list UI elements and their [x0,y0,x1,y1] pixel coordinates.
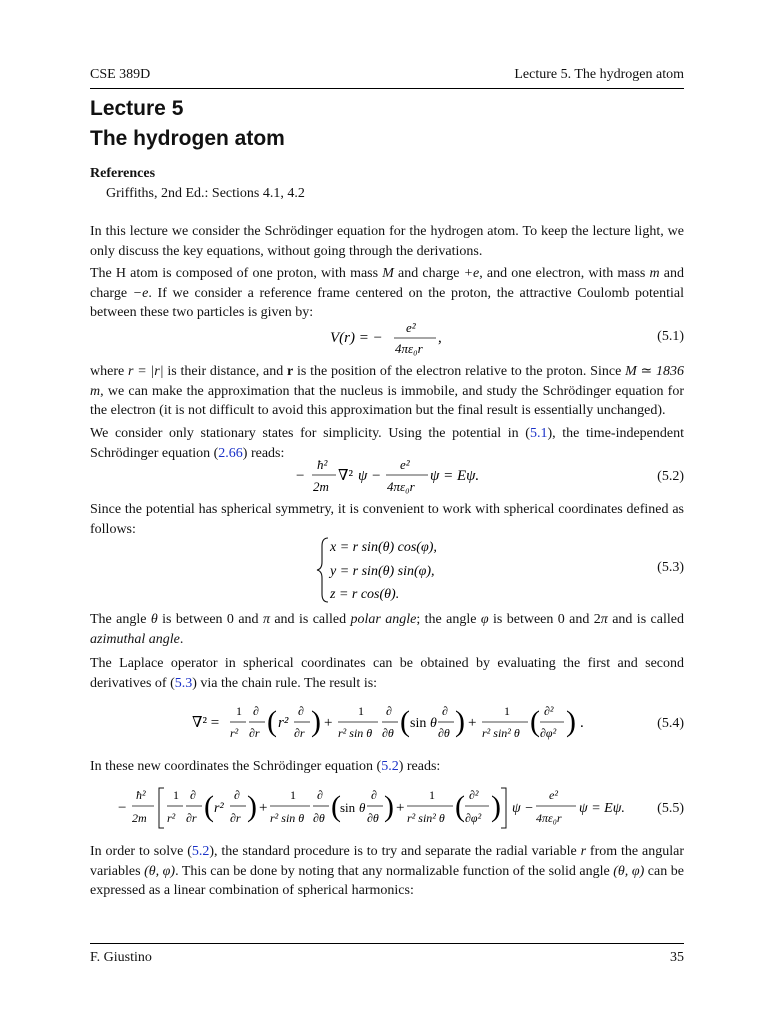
eq-ref-5-2[interactable]: 5.2 [381,759,399,774]
svg-text:∂²: ∂² [544,704,554,718]
running-header-course: CSE 389D [90,67,151,82]
svg-text:ψ −: ψ − [512,801,534,816]
svg-text:(: ( [530,705,540,738]
page-number: 35 [670,950,684,965]
svg-text:+: + [468,715,477,731]
svg-text:sin: sin [340,800,356,815]
svg-text:∂r: ∂r [186,811,197,825]
svg-text:): ) [311,705,321,738]
svg-text:(: ( [267,705,277,738]
svg-text:∂: ∂ [298,704,304,718]
svg-text:x = r sin(θ) cos(φ),: x = r sin(θ) cos(φ), [330,540,437,555]
svg-text:1: 1 [429,788,435,802]
equation-number-5-4: (5.4) [657,716,684,731]
paragraph-separation: In order to solve (5.2), the standard procedure is to try and separate the radial variable r from the angular variables (θ, φ). This can be done by noting that any normalizable function of the solid angle (θ, φ) can be expressed as a linear combination of spherical harmonics: [90,844,684,898]
svg-text:r²: r² [167,811,176,825]
svg-text:r²: r² [230,726,239,740]
svg-text:1: 1 [290,788,296,802]
svg-text:): ) [384,790,394,823]
references-body: Griffiths, 2nd Ed.: Sections 4.1, 4.2 [106,186,305,201]
svg-text:2m: 2m [132,811,147,825]
svg-text:+: + [396,800,405,816]
svg-text:,: , [438,330,442,346]
eq-ref-5-1[interactable]: 5.1 [529,426,548,441]
svg-text:e²: e² [406,320,416,335]
svg-text:(: ( [455,790,465,823]
svg-text:∂: ∂ [253,704,259,718]
svg-text:1: 1 [358,704,364,718]
svg-text:): ) [566,705,576,738]
paragraph-angles: The angle θ is between 0 and π and is called polar angle; the angle φ is between 0 and 2π and is called azimuthal angle. [90,612,684,647]
svg-text:4πε₀r: 4πε₀r [536,811,562,825]
equation-number-5-3: (5.3) [657,560,684,575]
svg-text:y = r sin(θ) sin(φ),: y = r sin(θ) sin(φ), [330,564,435,579]
svg-text:ψ −: ψ − [358,468,382,484]
svg-text:∂r: ∂r [230,811,241,825]
eq-ref-5-3[interactable]: 5.3 [174,675,193,691]
svg-text:ψ = Eψ.: ψ = Eψ. [579,801,625,816]
svg-text:∂: ∂ [386,704,392,718]
svg-text:r²: r² [278,715,289,731]
paragraph-stationary: We consider only stationary states for simplicity. Using the potential in (5.1), the time-independent Schrödinger equation (2.66) reads: [90,426,684,461]
eq-ref-5-2-second[interactable]: 5.2 [191,844,210,859]
lecture-number: Lecture 5 [90,97,184,120]
paragraph-spherical-intro: Since the potential has spherical symmetry, it is convenient to work with spherical coordinates defined as follows: [90,502,684,537]
svg-text:4πε₀r: 4πε₀r [395,341,423,356]
svg-text:r² sin θ: r² sin θ [338,726,373,740]
equation-number-5-5: (5.5) [657,801,684,816]
svg-text:e²: e² [549,788,558,802]
equation-5-4 [192,700,592,753]
svg-text:∂: ∂ [371,788,377,802]
paragraph-new-coordinates: In these new coordinates the Schrödinger equation (5.2) reads: [90,759,441,774]
svg-text:): ) [455,705,465,738]
svg-text:r² sin θ: r² sin θ [270,811,305,825]
svg-text:+: + [324,715,333,731]
svg-text:z = r cos(θ).: z = r cos(θ). [330,587,400,602]
svg-text:r² sin² θ: r² sin² θ [407,811,445,825]
references-heading: References [90,166,156,181]
running-header-title: Lecture 5. The hydrogen atom [514,67,684,82]
equation-number-5-2: (5.2) [657,469,684,484]
svg-text:∂²: ∂² [469,788,479,802]
svg-text:∇² =: ∇² = [192,715,220,731]
svg-text:∂: ∂ [190,788,196,802]
footer-rule [90,943,684,944]
svg-text:ħ²: ħ² [136,788,146,802]
footer-author: F. Giustino [90,950,152,965]
svg-text:+: + [259,800,268,816]
svg-text:(: ( [331,790,341,823]
equation-5-1 [330,318,470,363]
svg-text:ψ = Eψ.: ψ = Eψ. [430,468,480,484]
equation-5-2 [296,456,486,503]
svg-text:sin: sin [410,716,427,731]
svg-text:∂: ∂ [442,704,448,718]
header-rule [90,88,684,89]
svg-text:.: . [580,715,584,731]
svg-text:r²: r² [214,801,224,816]
svg-text:∂θ: ∂θ [367,811,379,825]
svg-text:∂θ: ∂θ [313,811,325,825]
svg-text:θ: θ [430,716,437,731]
paragraph-h-atom: The H atom is composed of one proton, with mass M and charge +e, and one electron, with mass m and charge −e. If we consider a reference frame centered on the proton, the attractive Coulomb potential between these two particles is given by: [90,266,685,320]
lecture-title: The hydrogen atom [90,127,285,150]
paragraph-intro: In this lecture we consider the Schrödinger equation for the hydrogen atom. To keep the lecture light, we only discuss the key equations, without going through the derivations. [90,224,684,259]
svg-text:(: ( [400,705,410,738]
svg-text:(: ( [204,790,214,823]
svg-text:V(r) = −: V(r) = − [330,330,383,346]
svg-text:∂φ²: ∂φ² [465,811,482,825]
svg-text:−: − [118,800,127,816]
svg-text:θ: θ [359,800,366,815]
svg-text:−: − [296,468,305,484]
svg-text:1: 1 [173,788,179,802]
svg-text:∇²: ∇² [338,468,353,484]
svg-text:∂: ∂ [234,788,240,802]
svg-text:∂θ: ∂θ [382,726,394,740]
equation-5-3 [316,534,466,611]
paragraph-laplace: The Laplace operator in spherical coordinates can be obtained by evaluating the first and second derivatives of (5.3) via the chain rule. The result is: [90,656,684,691]
eq-ref-2-66[interactable]: 2.66 [218,445,243,461]
svg-text:4πε₀r: 4πε₀r [387,479,415,494]
svg-text:e²: e² [400,457,410,472]
svg-text:r² sin² θ: r² sin² θ [482,726,520,740]
svg-text:): ) [491,790,501,823]
svg-text:1: 1 [504,704,510,718]
equation-5-5 [118,784,628,839]
equation-number-5-1: (5.1) [657,329,684,344]
svg-text:∂: ∂ [317,788,323,802]
paragraph-approximation: where r = |r| is their distance, and r is the position of the electron relative to the proton. Since M ≃ 1836 m, we can make the approximation that the nucleus is immobile, and study the Schrödinger equation for the electron (it is not difficult to avoid this approximation but the final result is essentially unchanged). [90,364,685,418]
svg-text:∂θ: ∂θ [438,726,450,740]
svg-text:ħ²: ħ² [317,457,328,472]
svg-text:∂r: ∂r [294,726,305,740]
svg-text:): ) [247,790,257,823]
svg-text:∂r: ∂r [249,726,260,740]
svg-text:2m: 2m [313,479,329,494]
svg-text:1: 1 [236,704,242,718]
svg-text:∂φ²: ∂φ² [540,726,557,740]
